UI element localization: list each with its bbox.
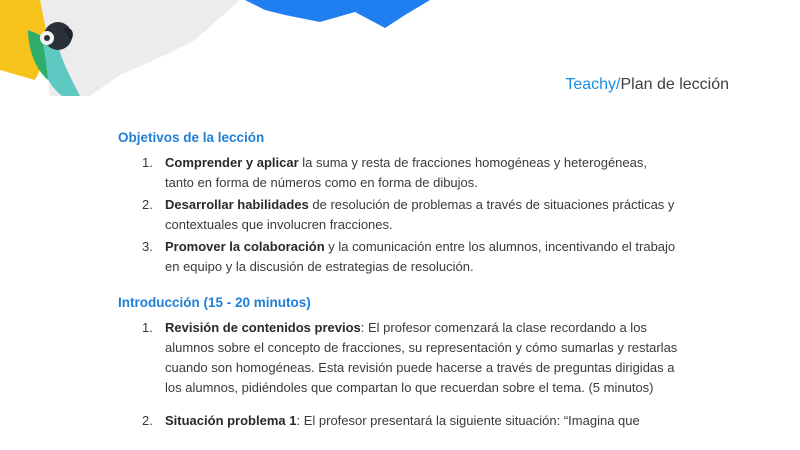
list-item — [118, 318, 678, 398]
item-bold: Comprender y aplicar — [165, 155, 299, 170]
item-text: de resolución de problemas a través de situaciones prácticas y contextuales que involucren fracciones. — [165, 197, 675, 232]
list-item — [118, 411, 678, 431]
header-breadcrumb — [565, 76, 729, 94]
decor-blue-shape — [245, 0, 430, 28]
item-bold: Revisión de contenidos previos — [165, 320, 361, 335]
introduction-list — [118, 318, 678, 431]
list-number: 2. — [142, 197, 153, 212]
list-number: 3. — [142, 239, 153, 254]
list-number: 1. — [142, 155, 153, 170]
objectives-list — [118, 153, 678, 277]
item-text: y la comunicación entre los alumnos, incentivando el trabajo en equipo y la discusión de estrategias de resolución. — [165, 239, 676, 274]
list-number: 1. — [142, 320, 153, 335]
brand-name[interactable]: Teachy — [565, 76, 617, 93]
item-text: la suma y resta de fracciones homogéneas y heterogéneas, tanto en forma de números como en forma de dibujos. — [165, 155, 647, 190]
lesson-content — [118, 130, 678, 433]
section-introduction — [118, 295, 678, 431]
list-item — [118, 153, 678, 193]
item-bold: Promover la colaboración — [165, 239, 325, 254]
page-title: Plan de lección — [620, 76, 729, 93]
item-text: : El profesor comenzará la clase recordando a los alumnos sobre el concepto de fracciones, su representación y cómo sumarlas y restarlas cuando son homogéneas. Esta revisión puede hacerse a través de preguntas dirigidas a los alumnos, pidiéndoles que compartan lo que recuerdan sobre el tema. (5 minutos) — [165, 320, 678, 395]
list-item — [118, 237, 678, 277]
item-bold: Desarrollar habilidades — [165, 197, 309, 212]
item-text: : El profesor presentará la siguiente situación: “Imagina que — [296, 413, 640, 428]
item-bold: Situación problema 1 — [165, 413, 297, 428]
section-objectives — [118, 130, 678, 277]
section-title: Introducción (15 - 20 minutos) — [118, 295, 311, 310]
list-item — [118, 195, 678, 235]
breadcrumb-separator: / — [616, 76, 621, 93]
section-title: Objetivos de la lección — [118, 130, 265, 145]
list-number: 2. — [142, 413, 153, 428]
